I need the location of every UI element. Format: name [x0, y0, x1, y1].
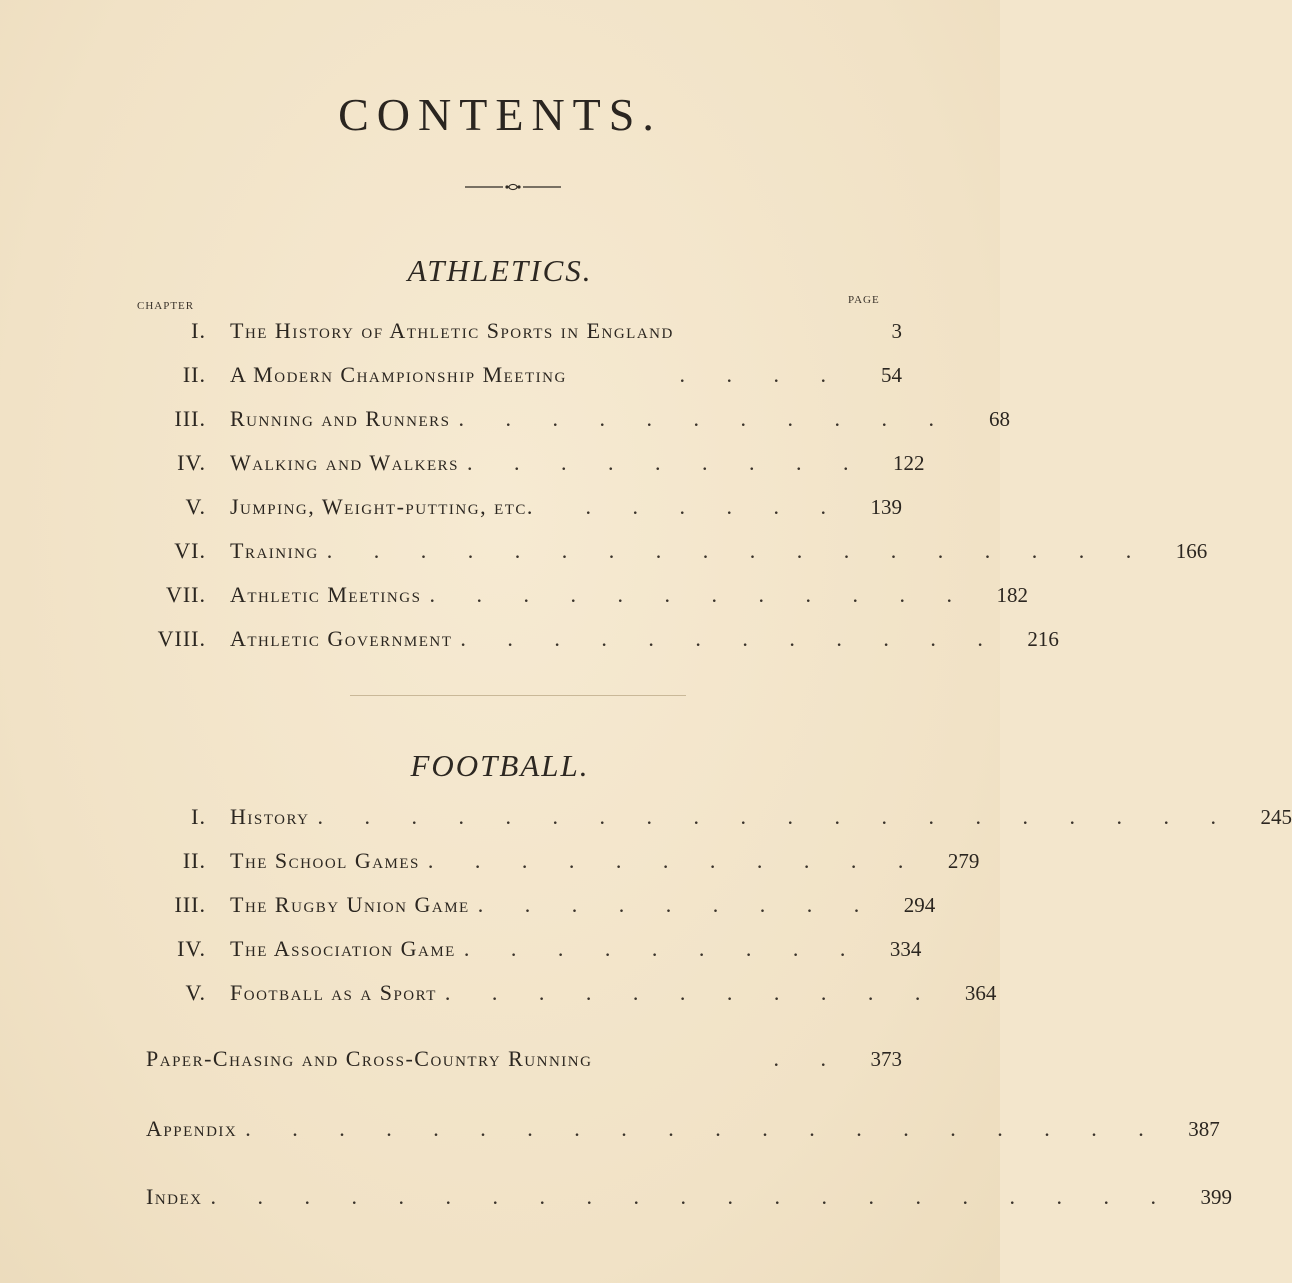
section-heading-football: FOOTBALL.: [410, 748, 590, 783]
chapter-number: III.: [174, 892, 206, 917]
page-number: 54: [881, 363, 902, 387]
chapter-title: Training: [230, 538, 319, 563]
leader-dots: . . . . . .: [585, 494, 844, 519]
entry-title: Paper-Chasing and Cross-Country Running: [146, 1046, 593, 1071]
page-number: 294: [903, 893, 936, 917]
page-number: 387: [1188, 1117, 1220, 1141]
page-column-label: PAGE: [848, 294, 880, 306]
chapter-title: The School Games: [230, 848, 420, 873]
chapter-number: IV.: [177, 936, 206, 961]
page-number: 139: [870, 495, 902, 519]
leader-dots: . . . . . . . . . . .: [427, 848, 922, 873]
page-number: 399: [1200, 1185, 1232, 1209]
chapter-title: A Modern Championship Meeting: [230, 362, 567, 387]
chapter-title: The Association Game: [230, 936, 456, 961]
page-number: 182: [996, 583, 1028, 607]
toc-row: [140, 936, 922, 970]
page-number: 334: [889, 937, 922, 961]
toc-row: [140, 582, 1028, 616]
leader-dots: . . . . . . . . . . . . . . . . . .: [326, 538, 1150, 563]
chapter-title: Jumping, Weight-putting, etc.: [230, 494, 534, 519]
chapter-number: VI.: [174, 538, 206, 563]
toc-row: [140, 980, 997, 1014]
toc-row: [140, 848, 980, 882]
entry-title: Appendix: [146, 1116, 238, 1141]
chapter-title: The Rugby Union Game: [230, 892, 470, 917]
chapter-title: Running and Runners: [230, 406, 451, 431]
leader-dots: . . . . . . . . . . .: [444, 980, 939, 1005]
chapter-number: III.: [174, 406, 206, 431]
page-number: 216: [1027, 627, 1059, 651]
chapter-title: Athletic Government: [230, 626, 453, 651]
toc-row-index: [146, 1184, 1232, 1218]
leader-dots: . . . . . . . . . . . . . . . . . . . .: [245, 1116, 1162, 1141]
page-number: 279: [947, 849, 980, 873]
leader-dots: . . . . . . . . .: [463, 936, 864, 961]
page-number: 3: [891, 319, 902, 343]
section-heading-athletics: ATHLETICS.: [407, 253, 593, 288]
page-title: CONTENTS.: [338, 89, 662, 140]
chapter-number: VII.: [165, 582, 206, 607]
toc-row: [140, 804, 1292, 838]
chapter-title: The History of Athletic Sports in England: [230, 318, 674, 343]
toc-row: [140, 626, 1059, 660]
toc-row: [140, 406, 1011, 440]
chapter-number: I.: [191, 804, 206, 829]
chapter-title: Walking and Walkers: [230, 450, 459, 475]
leader-dots: . . . .: [679, 362, 844, 387]
page-number: 373: [870, 1047, 902, 1071]
chapter-number: II.: [182, 362, 206, 387]
toc-row: [140, 494, 902, 528]
toc-row: [140, 538, 1208, 572]
chapter-number: V.: [185, 980, 206, 1005]
chapter-number: II.: [182, 848, 206, 873]
toc-row: [140, 892, 936, 926]
chapter-number: V.: [185, 494, 206, 519]
leader-dots: . . . . . . . . . . .: [458, 406, 953, 431]
page-number: 245: [1260, 805, 1292, 829]
leader-dots: . . . . . . . . .: [466, 450, 867, 475]
leader-dots: . . . . . . . . .: [477, 892, 878, 917]
section-divider: [350, 695, 686, 696]
chapter-title: History: [230, 804, 310, 829]
toc-row-paper-chasing: [146, 1046, 902, 1080]
chapter-number: I.: [191, 318, 206, 343]
toc-row: [140, 318, 902, 352]
chapter-title: Football as a Sport: [230, 980, 437, 1005]
entry-title: Index: [146, 1184, 203, 1209]
ornament-divider: [465, 180, 561, 194]
page-number: 166: [1175, 539, 1208, 563]
page-number: 122: [892, 451, 925, 475]
page-number: 68: [989, 407, 1011, 431]
leader-dots: . . . . . . . . . . . . . . . . . . . . .: [210, 1184, 1174, 1209]
leader-dots: . . . . . . . . . . . .: [429, 582, 970, 607]
chapter-number: VIII.: [157, 626, 206, 651]
leader-dots: . . . . . . . . . . . . . . . . . . . .: [317, 804, 1234, 829]
chapter-title: Athletic Meetings: [230, 582, 422, 607]
chapter-number: IV.: [177, 450, 206, 475]
toc-row: [140, 362, 902, 396]
toc-row-appendix: [146, 1116, 1220, 1150]
page-number: 364: [964, 981, 997, 1005]
chapter-column-label: CHAPTER: [137, 300, 195, 312]
leader-dots: . .: [773, 1046, 844, 1071]
leader-dots: . . . . . . . . . . . .: [460, 626, 1001, 651]
toc-row: [140, 450, 925, 484]
